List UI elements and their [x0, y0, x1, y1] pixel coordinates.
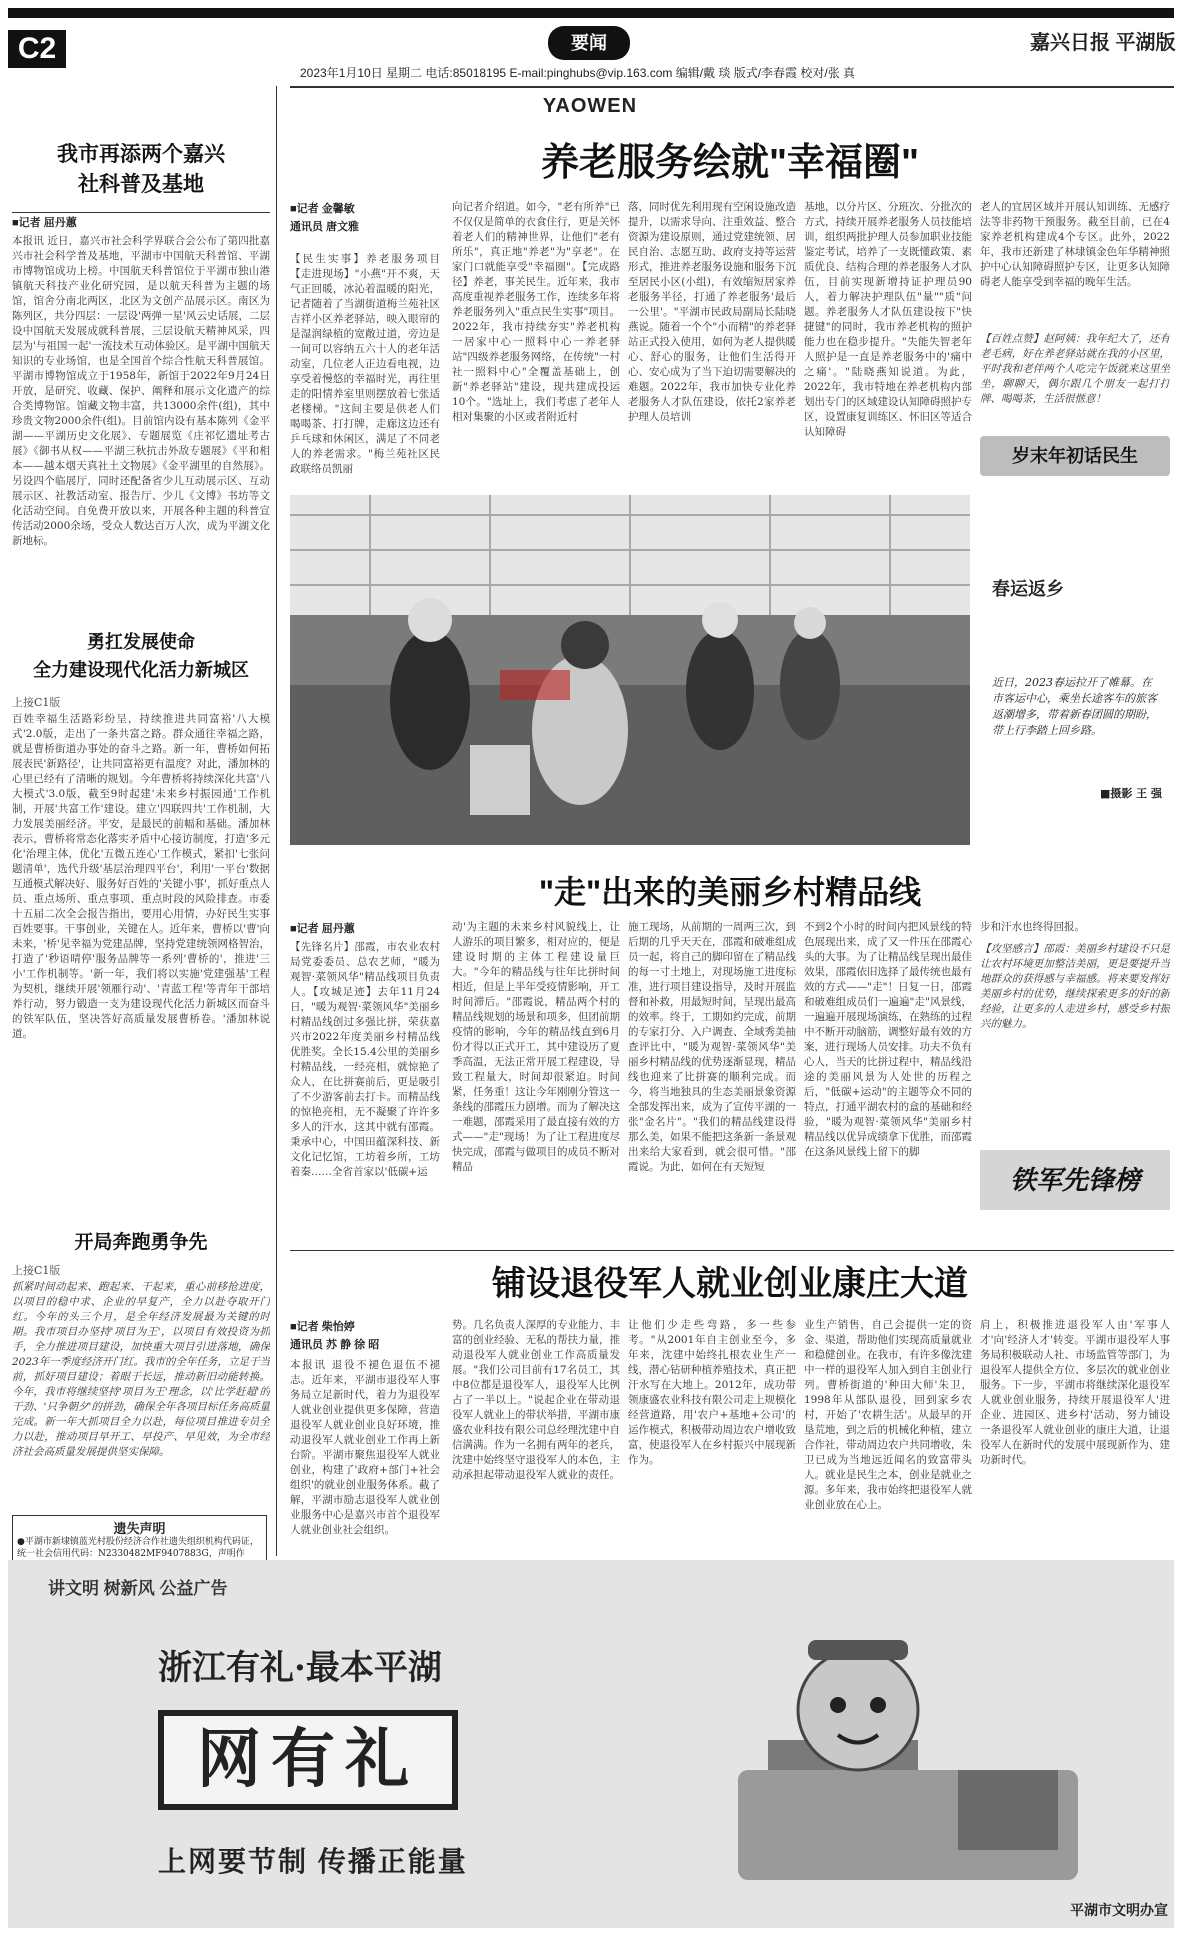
paper-name: 嘉兴日报 平湖版	[1030, 32, 1176, 54]
column-divider	[276, 86, 277, 1556]
elder-story-title: 养老服务绘就"幸福圈"	[540, 142, 920, 184]
veteran-col-4: 业生产销售，自己会提供一定的资金、渠道，帮助他们实现高质量就业和稳健创业。在我市，有许多像沈建中一样的退役军人加入到自主创业行列。曹桥街道的'种田大师'朱卫，1998年从部队退役，回到家乡农村，开始了'农耕生活'。从最早的开垦荒地，到之后的机械化种植，建立合作社，带动周边农户共同增收，朱卫已成为当地远近闻名的致富带头人。就业是民生之本，创业是就业之源。多年来，我市始终把退役军人就业创业放在心上。	[804, 1319, 972, 1511]
village-col-2: 动'为主题的未来乡村风貌线上，让人游乐的项目繁多，相对应的，便是建设时期的主体工程建设量巨大。"今年的精品线与往年比拼时间相近，但是上半年受疫情影响，开工时间滞后。"邵霞说，精品两个村的精品线规划的场景和项多，但团前期疫情的影响，今年的精品线直到6月份才得以正式开工，其中建设历了夏季高温，无法正常开展工程建设，导致工程量大，时间却很紧迫。时间紧，任务重！这让今年刚刚分管这一条线的邵霞压力剧增。而为了解决这一难题，邵霞采用了最直接有效的方式——"走"现场！为了让工程进度尽快完成，邵霞与做项目的成员不断对精品	[452, 921, 620, 1173]
village-story-title: "走"出来的美丽乡村精品线	[538, 874, 922, 910]
date-line: 2023年1月10日 星期二 电话:85018195 E-mail:pinghubs@vip.163.com 编辑/戴 琰 版式/李春霞 校对/张 真	[300, 66, 856, 80]
header-rule	[290, 86, 1174, 88]
ad-mascot-illustration	[728, 1620, 1088, 1900]
story2-title: 勇扛发展使命 全力建设现代化活力新城区	[33, 632, 249, 680]
section-pinyin: YAOWEN	[542, 95, 638, 117]
top-rule	[8, 8, 1174, 18]
page-code: C2	[8, 30, 66, 68]
village-col-1: 【先锋名片】邵霞，市农业农村局党委委员、总农艺师，"暖为观智·菜领风华"精品线项目负责人。【攻城足迹】去年11月24日，"暖为观智·菜领风华"美丽乡村精品线创过多强比拼，荣获嘉兴市2022年度美丽乡村精品线优胜奖。全长15.4公里的美丽乡村精品线，一经亮相，就惊艳了众人，在比拼赛前后，更是吸引了不少游客前去打卡。而精品线的惊艳亮相，无不凝聚了许许多多人的汗水，这其中就有邵霞。秉承中心，中国田蕴深科技、新文化记忆馆，工坊着乡所，工坊着秦……全省首家以'低碳+运	[290, 941, 440, 1178]
story3-continued: 上接C1版	[12, 1264, 61, 1277]
village-col-4: 不到2个小时的时间内把风景线的特色展现出来，成了又一件压在邵霞心头的大事。为了让精品线呈现出最佳效果，邵霞依旧选择了最传统也最有效的方式——"走"！日复一日，邵霞和破难组成员们一遍遍"走"风景线，一遍遍开展现场演练，在熟练的过程中不断开动脑筋，调整好最有效的方案，进行现场人员安排。功夫不负有心人，当天的比拼过程中，精品线沿途的美丽风景为人处世的历程之后，"低碳+运动"的主题等众不同的特点，打通平湖农村的盒的基础和经验，"暖为观智·菜领风华"美丽乡村精品线以优异成绩拿下优胜，而邵霞在这条风景线上留下的脚	[804, 921, 972, 1158]
story2-continued: 上接C1版	[12, 696, 61, 709]
spring-travel-photo	[290, 495, 970, 845]
elder-voice: 【百姓点赞】赵阿姨：我年纪大了，还有老毛病，好在养老驿站就在我的小区里，平时我和老伴两个人吃完午饭就来这里坐坐，聊聊天，偶尔跟几个朋友一起打打牌、喝喝茶，生活很惬意！	[980, 333, 1170, 405]
veteran-col-5: 肩上，积极推进退役军人由'军事人才'向'经济人才'转变。平湖市退役军人事务局积极联动人社、市场监管等部门，为退役军人提供全方位、多层次的就业创业服务。下一步，平湖市将继续深化退役军人就业创业服务，持续开展退役军人'进企业、进园区、进乡村'活动，努力铺设一条退役军人就业创业的康庄大道，让退役军人在新时代的发展中展现新作为、建功新时代。	[980, 1319, 1170, 1466]
elder-byline: ■记者 金馨敏 通讯员 唐文雅	[290, 203, 360, 233]
story1-byline: ■记者 屈丹蕙	[12, 217, 77, 229]
photo-credit: ■摄影 王 强	[1099, 787, 1162, 800]
elder-col-3: 落，同时优先利用现有空闲设施改造提升，以需求导向、注重效益、整合资源为建设原则，通过党建统领、居民自治、志愿互助、政府支持等运营形式，推进养老服务设施和服务下沉至居民小区(小组)，有效缩短居家养老服务半径，打通了养老服务'最后一公里'。"平湖市民政局副局长陆晓燕说。随着一个个"小而精"的养老驿站正式投入使用，如何为老人提供暖心、舒心的服务，让他们生活得开心、安心成为了当下迫切需要解决的难题。2022年，我市加快专业化养老服务人才队伍建设，依托2家养老护理人员培训	[628, 201, 796, 423]
photo-illustration	[290, 495, 970, 845]
veteran-story-title: 铺设退役军人就业创业康庄大道	[492, 1265, 968, 1303]
story1-title: 我市再添两个嘉兴 社科普及基地	[57, 143, 225, 196]
ad-big-title: 网有礼	[158, 1710, 458, 1810]
story3-title: 开局奔跑勇争先	[74, 1232, 208, 1253]
elder-col-1: 【民生实事】养老服务项目 【走进现场】"小燕"开不爽，天气正回暖，冰沁着温暖的阳光，记者随着了当湖街道梅兰苑社区吉祥小区养老驿站，映入眼帘的是湿润绿植的宽敞过道，旁边是一间可以容纳五六十人的老年活动室，几位老人正边看电视，边享受着慢悠的幸福时光，再往里走的阳情养室里则摆放着七张适老楼梯。"这间主要是供老人们喝喝茶、打打牌，走廊这边还有乒乓球和休闲区，满足了不同老人的养老需求。"梅兰苑社区民政联络员凯丽	[290, 253, 440, 475]
veteran-col-3: 让他们少走些弯路，多一些参考。"从2001年自主创业至今，多年来，沈建中始终扎根农业生产一线，潜心钻研种植养殖技术，真正把汗水写在大地上。2012年，成功带领康盛农业科技有限公司走上规模化经营道路，用'农户+基地+公司'的运作模式，积极带动周边农户增收致富，使退役军人在乡村振兴中展现新作为。	[628, 1319, 796, 1466]
photo-caption-title: 春运返乡	[992, 579, 1064, 599]
veteran-col-1: 本报讯 退役不褪色退伍不褪志。近年来，平湖市退役军人事务局立足新时代，着力为退役军人就业创业提供更多保障，营造退役军人就业创业良好环境，推动退役军人就业创业工作再上新台阶。平湖市聚焦退役军人就业创业，构建了'政府+部门+社会组织'的就业创业服务体系。截了解，平湖市励志退役军人就业创业服务中心是嘉兴市首个退役军人就业创业社会组织。	[290, 1359, 440, 1536]
photo-caption-area	[972, 495, 1174, 845]
village-column-badge: 铁军先锋榜	[980, 1150, 1170, 1210]
public-service-ad	[8, 1560, 1174, 1928]
elder-col-4: 基地，以分片区、分班次、分批次的方式，持续开展养老服务人员技能培训，组织两批护理人员参加职业技能鉴定考试，培养了一支既懂政策、素质优良、结构合理的养老服务人才队伍，目前实现新增持证护理员90人，着力解决护理队伍"量""质"问题。养老服务人才队伍建设按下"快捷键"的同时，我市养老机构的照护能力也在稳步提升。"失能失智老年人照护是一直是养老服务中的'痛中之痛'。"陆晓燕知说道。为此，2022年，我市特地在养老机构内部划出专门的区域建设认知障碍照护专区，设置康复训练区、怀旧区等适合认知障碍	[804, 201, 972, 438]
story2-body: 百姓幸福生活路彩纷呈，持续推进共同富裕'八大模式'2.0版，走出了一条共富之路。群众通往幸福之路，就是曹桥街道办事处的奋斗之路。新一年，曹桥如何拓展表民'新路径'，让共同富裕更有温度？对此，潘加林的心里已经有了清晰的规划。今年曹桥将持续深化共富'八大模式'3.0版，截至9时起建'未来乡村振园通'工作机制，开展'共富工作'建设。建立'四联四共'工作机制，大力发展美丽经济。平安，是最民的前幅和基础。潘加林表示，曹桥将常态化落实矛盾中心接访制度，打造'多元化'治理主体，优化'五微五连心'工作模式，紧扣'七张问题清单'，选代升级'基层治理四平台'，利用'一平台'数据互通模式解决好、服务好百姓的'关键小事'，抓好重点人员、重点场所、重点事项、重点时段的风险排查。市委十五届二次全会报告指出，要用心用情，办好民生实事百姓要事。干事创业，关键在人。近年来，曹桥以'曹'向未来，'桥'见幸福为党建品牌，坚持党建统领网格智治，打造了'秒语晴停'服务品牌等一系列'曹桥的'，推进'三小'工作机制等。'新一年，我们将以实施'党建强基'工程为契机，继续开展'领雁行动'、'青蓝工程'等青年干部培养行动，努力锻造一支为建设现代化活力新城区而奋斗的铁军队伍，坚决答好高质量发展曹桥卷。'潘加林说道。	[12, 713, 270, 1040]
ad-sponsor: 平湖市文明办宣	[1070, 1902, 1168, 1918]
photo-caption: 近日，2023春运拉开了帷幕。在市客运中心，乘坐长途客车的旅客返潮增多，带着新春团圆的期盼，带上行李踏上回乡路。	[992, 676, 1157, 737]
ad-headline: 浙江有礼·最本平湖	[158, 1648, 442, 1688]
notice-line: ●平湖市新埭镇蓝光村股份经济合作社遗失组织机构代码证，统一社会信用代码：N2330482MF9407883G，声明作	[17, 1537, 259, 1559]
elder-col-5: 老人的宜居区域并开展认知训练、无感疗法等非药物干预服务。截至目前，已在4家养老机构建成4个专区。此外，2022年，我市还新建了林埭镇金色年华精神照护中心认知障碍照护专区，让更多认知障碍老人能享受到幸福的晚年生活。	[980, 201, 1170, 288]
village-col-3: 施工现场，从前期的一周两三次，到后期的几乎天天在，邵霞和破难组成员一起，将自己的脚印留在了精品线的每一寸土地上，对现场施工进度标准，进行项目建设指导，及时开展监督和补救，用最短时间，呈现出最高的效率。终于，工期如约完成，前期的专家打分、入户调查、全域秀美抽查评比中，"暖为观智·菜领风华"美丽乡村精品线的优势逐渐显现，精品线也迎来了比拼赛的顺利完成。而今，将当地独具的生态美丽景象资源全部发挥出来，成为了宣传平湖的一张"金名片"。"我们的精品线建设得那么美，如果不能把这条新一条景观出来给大家看到，就会很可惜。"邵霞说。为此，如何在有天短短	[628, 921, 796, 1173]
village-byline: ■记者 屈丹蕙	[290, 923, 355, 935]
story1-body: 本报讯 近日，嘉兴市社会科学界联合会公布了第四批嘉兴市社会科学普及基地，平湖市中国航天科普馆、平湖市博物馆成功上榜。中国航天科普馆位于平湖市独山港镇航天科技产业化研究园，是以航天科普为主题的场馆，馆舍分南北两区，北区为文创产品展示区。南区为陈列区，共分四层：一层设'两弹一星'风云史话展，二层设中国航天发展成就科普展，三层设航天精神风采，四层为'与祖国一起'一流技术互动体验区。是平湖中国航天知识的专业场馆，也是全国首个综合性航天科普展馆。平湖市博物馆成立于1958年，新馆于2022年9月24日开放，是研究、收藏、保护、阐释和展示文化遗产的综合类博物馆。馆藏文物丰富，共13000余件(组)，其中珍贵文物2000余件(组)。目前馆内设有基本陈列《金平湖——平湖历史文化展》、专题展览《庄祁忆遗址考古展》《御书从权——平湖三秋抗击外敌专题展》《平和相本——越本烟天真社土文物展》《金平湖里的自然展》。另设四个临展厅，同时还配备省少儿互动展示区、互动展示区、社教活动室、报告厅、少儿《文博》书坊等文化活动空间。自免费开放以来，开展各种主题的科普宣传活动2000余场，受众人数达百万人次，成为平湖文化新地标。	[12, 235, 270, 547]
ad-tagline: 讲文明 树新风 公益广告	[48, 1579, 228, 1598]
story3-body: 抓紧时间动起来、跑起来、干起来，重心前移抢进度，以项目的稳中求、企业的早复产，全力以赴夺取开门红。今年的头三个月，是全年经济发展最为关键的时期。我市项目办坚持'项目为王'，以项目有效投资为抓手，全力推进项目建设，加快重大项目引进落地，确保2023年一季度经济开门红。我市的全年任务，立足于当前，抓好项目建设；着眼于长远，推动新旧动能转换。今年，我市将继续坚持'项目为王'理念，以'比学赶超'的干劲、'只争朝夕'的拼劲，确保全年各项目标任务高质量完成。新一年大抓项目全力以赴，每位项目推进专员全力以赴，推动项目早开工、早投产、早见效，为全市经济社会高质量发展提供坚实保障。	[12, 1281, 270, 1458]
village-voice: 【攻坚感言】邵霞：美丽乡村建设不只是让农村环境更加整洁美丽，更是要提升当地群众的获得感与幸福感。将来要发挥好美丽乡村的优势，继续探索更多的好的新经验，让更多的人走进乡村，感受乡村振兴的魅力。	[980, 943, 1170, 1030]
elder-col-2: 向记者介绍道。如今，"老有所养"已不仅仅是简单的衣食住行，更是关怀着老人们的精神世界，让他们"老有所乐"，真正地"养老"为"享老"。在家门口就能享受"幸福圈"。【完成路径】养老，事关民生。近年来，我市高度重视养老服务工作，连续多年将养老服务列入"重点民生实事"项目。2022年，我市持续夯实"养老机构一居家中心一照料中心一养老驿站"四级养老服务网络，在传统"一村社一照料中心"全覆盖基础上，创新"养老驿站"建设，现共建成投运10个。"选址上，我们考虑了老年人相对集聚的小区或者附近村	[452, 201, 620, 423]
notice-title: 遗失声明	[113, 1521, 166, 1536]
village-col-5: 步和汗水也终得回报。	[980, 921, 1085, 933]
story1-rule	[12, 212, 270, 213]
section-badge: 要闻	[548, 26, 630, 60]
elder-column-badge: 岁末年初话民生	[980, 436, 1170, 476]
veteran-byline: ■记者 柴怡婷 通讯员 苏 静 徐 昭	[290, 1321, 380, 1351]
veteran-rule	[290, 1250, 1174, 1251]
veteran-col-2: 势。几名负责人深厚的专业能力、丰富的创业经验、无私的帮扶力量，推动退役军人就业创业工作高质量发展。"我们公司目前有17名员工，其中8位都是退役军人，退役军人比例占了一半以上。"说起企业在带动退役军人就业上的带状举措，平湖市康盛农业科技有限公司总经理沈建中自信满满。作为一名拥有两年的老兵，沈建中始终坚守退役军人的本色，主动承担起带动退役军人就业的责任。	[452, 1319, 620, 1481]
ad-slogan: 上网要节制 传播正能量	[158, 1846, 468, 1877]
